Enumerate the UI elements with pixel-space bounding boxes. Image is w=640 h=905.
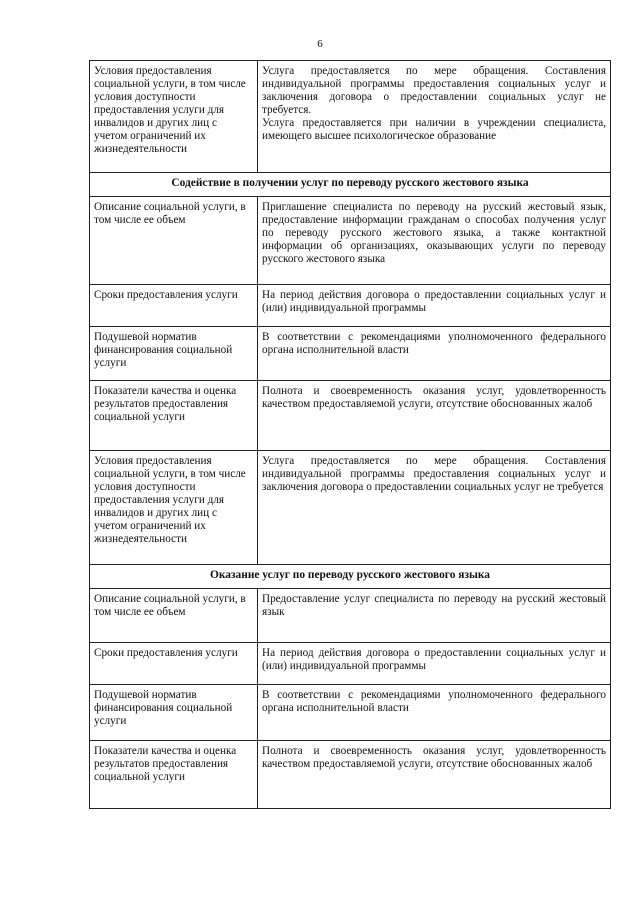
row-label: Условия предоставления социальной услуги, в том числе условия доступности предоставления услуги для инвалидов и других лиц с учетом ограничений их жизнедеятельности xyxy=(90,61,258,173)
table-row xyxy=(90,381,611,451)
section-header-row xyxy=(90,565,611,589)
row-label: Подушевой норматив финансирования социальной услуги xyxy=(90,685,258,741)
table-row xyxy=(90,643,611,685)
row-value: В соответствии с рекомендациями уполномоченного федерального органа исполнительной власти xyxy=(258,685,611,741)
row-label: Сроки предоставления услуги xyxy=(90,285,258,327)
row-value xyxy=(258,61,611,173)
row-label: Подушевой норматив финансирования социальной услуги xyxy=(90,327,258,381)
table-row xyxy=(90,741,611,809)
table-row xyxy=(90,327,611,381)
table-row xyxy=(90,61,611,173)
section-title: Содействие в получении услуг по переводу русского жестового языка xyxy=(90,173,611,197)
row-value: В соответствии с рекомендациями уполномоченного федерального органа исполнительной власти xyxy=(258,327,611,381)
row-label: Показатели качества и оценка результатов предоставления социальной услуги xyxy=(90,381,258,451)
table-row xyxy=(90,589,611,643)
page-number: 6 xyxy=(317,38,323,50)
table-row xyxy=(90,451,611,565)
table-row xyxy=(90,197,611,285)
table-row xyxy=(90,685,611,741)
row-label: Показатели качества и оценка результатов предоставления социальной услуги xyxy=(90,741,258,809)
row-value: Полнота и своевременность оказания услуг, удовлетворенность качеством предоставляемой услуги, отсутствие обоснованных жалоб xyxy=(258,741,611,809)
row-label: Описание социальной услуги, в том числе ее объем xyxy=(90,197,258,285)
value-paragraph: Услуга предоставляется при наличии в учреждении специалиста, имеющего высшее психологическое образование xyxy=(262,117,606,142)
row-value: Полнота и своевременность оказания услуг, удовлетворенность качеством предоставляемой услуги, отсутствие обоснованных жалоб xyxy=(258,381,611,451)
row-label: Описание социальной услуги, в том числе ее объем xyxy=(90,589,258,643)
services-table xyxy=(89,60,611,809)
row-value: Приглашение специалиста по переводу на русский жестовый язык, предоставление информации гражданам о способах получения услуг по переводу русского жестового языка, а также контактной информации об организациях, оказывающих услуги по переводу русского жестового языка xyxy=(258,197,611,285)
section-title: Оказание услуг по переводу русского жестового языка xyxy=(90,565,611,589)
row-value: На период действия договора о предоставлении социальных услуг и (или) индивидуальной программы xyxy=(258,285,611,327)
value-paragraph: Услуга предоставляется по мере обращения. Составления индивидуальной программы предоставления социальных услуг и заключения договора о предоставлении социальных услуг не требуется. xyxy=(262,65,606,116)
table-row xyxy=(90,285,611,327)
row-label: Условия предоставления социальной услуги, в том числе условия доступности предоставления услуги для инвалидов и других лиц с учетом ограничений их жизнедеятельности xyxy=(90,451,258,565)
row-value: На период действия договора о предоставлении социальных услуг и (или) индивидуальной программы xyxy=(258,643,611,685)
section-header-row xyxy=(90,173,611,197)
row-label: Сроки предоставления услуги xyxy=(90,643,258,685)
row-value: Услуга предоставляется по мере обращения. Составления индивидуальной программы предоставления социальных услуг и заключения договора о предоставлении социальных услуг не требуется xyxy=(258,451,611,565)
row-value: Предоставление услуг специалиста по переводу на русский жестовый язык xyxy=(258,589,611,643)
